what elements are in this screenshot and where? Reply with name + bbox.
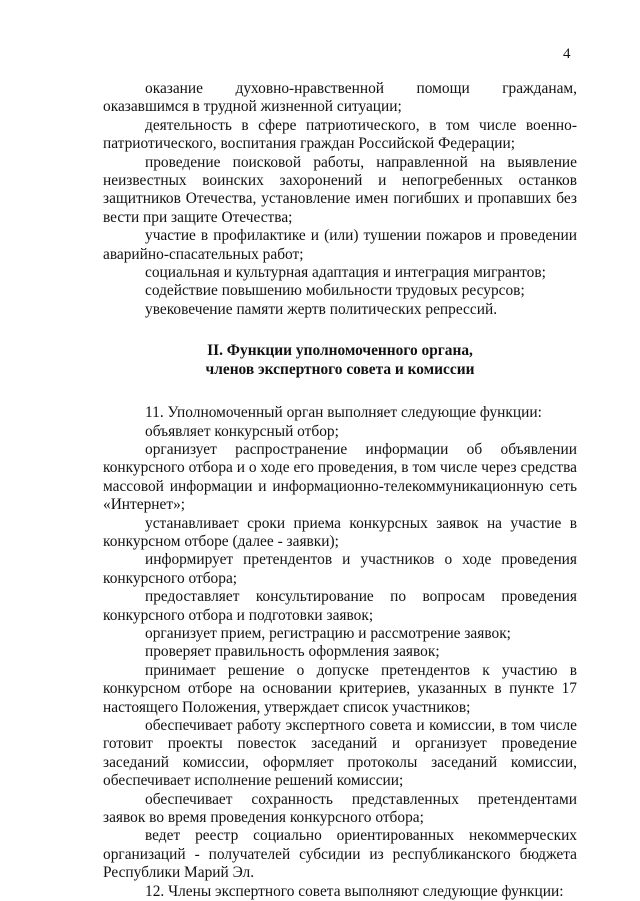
paragraph: увековечение памяти жертв политических репрессий. <box>145 300 498 318</box>
paragraph: ведет реестр социально ориентированных некоммерческих организаций - получателей субсидии из республиканского бюджета Республики Марий Эл. <box>103 827 577 882</box>
paragraph: объявляет конкурсный отбор; <box>145 422 339 440</box>
paragraph: организует распространение информации об объявлении конкурсного отбора и о ходе его проведения, в том числе через средства массовой информации и информационно-телекоммуникационную сеть «Интернет»; <box>103 440 577 514</box>
section-heading-line1: II. Функции уполномоченного органа, <box>207 342 473 360</box>
paragraph: содействие повышению мобильности трудовых ресурсов; <box>145 282 525 300</box>
paragraph: оказание духовно-нравственной помощи гражданам, оказавшимся в трудной жизненной ситуации; <box>103 80 577 116</box>
section-heading-line2: членов экспертного совета и комиссии <box>205 360 475 378</box>
paragraph: социальная и культурная адаптация и интеграция мигрантов; <box>145 264 546 282</box>
paragraph: принимает решение о допуске претендентов к участию в конкурсном отборе на основании критериев, указанных в пункте 17 настоящего Положения, утверждает список участников; <box>103 661 577 716</box>
paragraph: деятельность в сфере патриотического, в том числе военно-патриотического, воспитания граждан Российской Федерации; <box>103 116 577 153</box>
paragraph: обеспечивает сохранность представленных претендентами заявок во время проведения конкурсного отбора; <box>103 790 577 827</box>
paragraph: информирует претендентов и участников о ходе проведения конкурсного отбора; <box>103 551 577 587</box>
paragraph: организует прием, регистрацию и рассмотрение заявок; <box>145 624 511 642</box>
document-body <box>103 80 577 901</box>
paragraph: участие в профилактике и (или) тушении пожаров и проведении аварийно-спасательных работ; <box>103 227 577 263</box>
paragraph: предоставляет консультирование по вопросам проведения конкурсного отбора и подготовки заявок; <box>103 588 577 624</box>
section-heading <box>103 342 577 379</box>
paragraph: 11. Уполномоченный орган выполняет следующие функции: <box>145 404 542 422</box>
paragraph: проверяет правильность оформления заявок; <box>145 643 440 661</box>
paragraph: обеспечивает работу экспертного совета и комиссии, в том числе готовит проекты повесток заседаний и организует проведение заседаний комиссии, оформляет протоколы заседаний комиссии, обеспечивает исполнение решений комиссии; <box>103 717 577 790</box>
paragraph: 12. Члены экспертного совета выполняют следующие функции: <box>145 882 564 900</box>
page-number: 4 <box>563 46 571 62</box>
paragraph: устанавливает сроки приема конкурсных заявок на участие в конкурсном отборе (далее - заявки); <box>103 514 577 550</box>
paragraph: проведение поисковой работы, направленной на выявление неизвестных воинских захоронений и непогребенных останков защитников Отечества, установление имен погибших и пропавших без вести при защите Отечества; <box>103 153 577 226</box>
